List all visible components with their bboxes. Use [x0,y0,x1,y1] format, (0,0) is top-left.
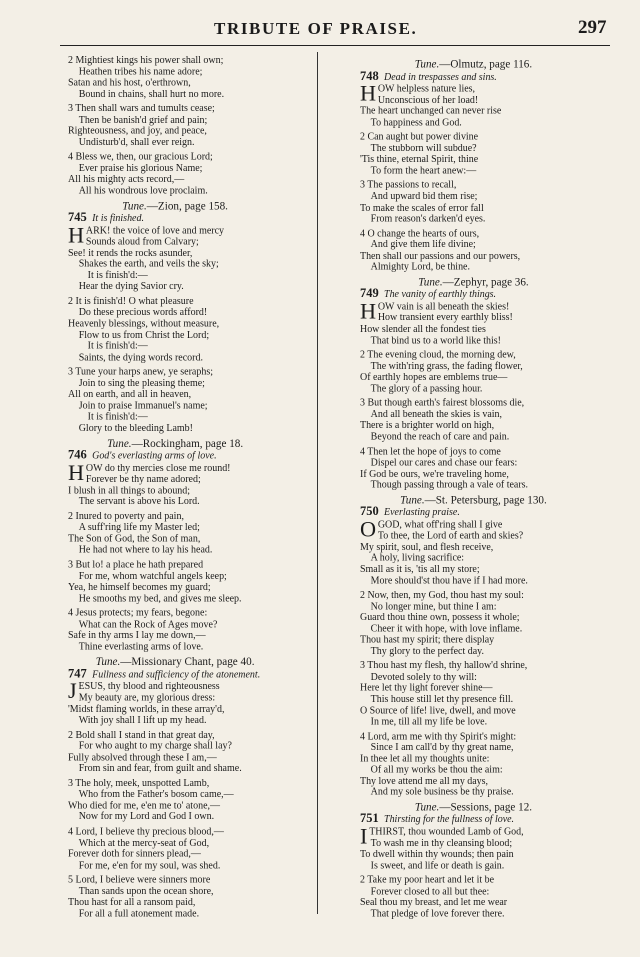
verse-line: OW do thy mercies close me round! [85,462,231,474]
verse-line: From reason's darken'd eyes. [370,213,486,225]
verse-line: Safe in thy arms I lay me down,— [68,630,206,641]
verse-line: To wash me in thy cleansing blood; [370,837,513,849]
verse-line: Forever closed to all but thee: [370,886,490,897]
verse-line: Unconscious of her load! [377,94,479,106]
stanza [68,152,282,197]
verse-line: For all a full atonement made. [78,908,200,920]
verse-line: He smooths my bed, and gives me sleep. [78,592,242,604]
stanza [68,778,282,823]
verse-line: Now for my Lord and God I own. [78,811,215,823]
verse-line: Saints, the dying words record. [78,352,203,363]
hymn [360,802,587,920]
stanza [68,460,282,508]
stanza [360,398,587,443]
stanza [360,875,587,920]
verse-line: In me, till all my life be love. [370,716,488,728]
tune-label: Tune. [107,436,132,450]
verse-line: The with'ring grass, the fading flower, [370,360,523,372]
hymn-heading [68,448,282,463]
verse-line: All his mighty acts record,— [68,174,185,185]
hymn-number: 749 [360,287,379,301]
verse-line: Is sweet, and life or death is gain. [370,860,505,871]
stanza [360,519,587,586]
tune-line [68,438,282,449]
verse-line: My beauty are, my glorious dress: [78,692,216,704]
hymn-title: Everlasting praise. [384,507,460,519]
verse-line: THIRST, thou wounded Lamb of God, [369,826,524,838]
verse-line: 2 Can aught but power divine [360,131,479,143]
verse-line: 3 But lo! a place he hath prepared [68,559,204,571]
stanza [68,367,282,434]
verse-line: That pledge of love forever there. [370,908,505,920]
verse-line: Heathen tribes his name adore; [78,66,203,77]
verse-line: The heart unchanged can never rise [360,105,502,117]
stanza [68,826,282,871]
verse-line: All his wondrous love proclaim. [78,185,208,197]
verse-line: Heavenly blessings, without measure, [68,318,220,330]
stanza [360,228,587,273]
verse-line: The Son of God, the Son of man, [68,533,201,545]
stanza [68,681,282,726]
drop-cap: J [68,679,77,704]
verse-line: Thy glory to the perfect day. [370,645,484,657]
hymn-continuation [68,55,282,197]
verse-line: Devoted solely to thy will: [370,671,477,683]
verse-line: Cheer it with hope, with love inflame. [370,623,523,635]
verse-line: 4 Lord, I believe thy precious blood,— [68,826,224,838]
hymn-title: Dead in trespasses and sins. [384,71,497,83]
verse-line: Then be banish'd grief and pain; [78,114,208,126]
verse-line: Small as it is, 'tis all my store; [360,564,480,575]
verse-line: How transient every earthly bliss! [377,312,513,324]
hymn [360,276,587,490]
tune-name: —Sessions, page 12. [439,800,533,814]
verse-line: Who from the Father's bosom came,— [78,789,234,800]
drop-cap: H [360,81,377,106]
verse-line: ESUS, thy blood and righteousness [78,681,220,692]
verse-line: 3 Tune your harps anew, ye seraphs; [68,366,213,378]
verse-line: 3 The passions to recall, [360,180,457,191]
drop-cap: H [68,460,85,485]
stanza [360,824,587,872]
verse-line: It is finish'd:— [87,270,148,281]
verse-line: To dwell within thy wounds; then pain [360,848,514,860]
verse-line: Dispel our cares and chase our fears: [370,457,518,469]
page-header [0,0,640,48]
verse-line: He had not where to lay his head. [78,544,213,556]
stanza [360,446,587,491]
verse-line: 'Midst flaming worlds, in these array'd, [68,703,225,715]
verse-line: And my sole business be thy praise. [370,786,514,798]
verse-line: Almighty Lord, be thine. [370,261,470,273]
tune-name: —Missionary Chant, page 40. [120,655,255,668]
verse-line: 4 Lord, arm me with thy Spirit's might: [360,731,517,742]
tune-label: Tune. [122,199,147,212]
verse-line: Thou hast my spirit; there display [360,634,495,646]
verse-line: 4 Jesus protects; my fears, begone: [68,607,208,619]
verse-line: Satan and his host, o'erthrown, [68,77,191,89]
verse-line: Righteousness, and joy, and peace, [68,125,207,137]
verse-line: Of all my works be thou the aim: [370,764,503,776]
verse-line: Undisturb'd, shall ever reign. [78,136,195,148]
hymn-heading [360,812,587,827]
verse-line: And give them life divine; [370,239,476,251]
verse-line: For me, e'en for my soul, was shed. [78,859,221,871]
verse-line: ARK! the voice of love and mercy [85,225,225,236]
verse-line: Hear the dying Savior cry. [78,281,184,292]
verse-line: The servant is above his Lord. [78,496,200,507]
hymn-number: 750 [360,505,379,519]
verse-line: How slender all the fondest ties [360,323,486,335]
verse-line: Beyond the reach of care and pain. [370,431,510,443]
tune-name: —Zephyr, page 36. [442,275,529,289]
verse-line: It is finish'd:— [87,340,148,352]
hymn-number: 747 [68,667,87,681]
verse-line: 3 But though earth's fairest blossoms die, [360,397,525,409]
verse-line: For me, whom watchful angels keep; [78,570,227,582]
drop-cap: I [360,824,368,849]
verse-line: Fully absolved through these I am,— [68,752,217,763]
hymn-heading [360,289,587,300]
verse-line: And upward bid them rise; [370,191,478,202]
verse-line: 5 Lord, I believe were sinners more [68,874,211,886]
verse-line: A suff'ring life my Master led; [78,522,200,533]
verse-line: Bound in chains, shall hurt no more. [78,88,225,100]
verse-line: Since I am call'd by thy great name, [370,742,514,753]
hymn [360,59,587,273]
tune-label: Tune. [414,800,440,814]
verse-line: Forever doth for sinners plead,— [68,848,201,860]
hymn-title: The vanity of earthly things. [384,289,497,301]
tune-line [68,656,282,667]
stanza [68,875,282,920]
hymn-heading [68,669,282,680]
hymn-title: Thirsting for the fullness of love. [384,814,515,826]
verse-line: Join to sing the pleasing theme; [78,377,205,389]
verse-line: All on earth, and all in heaven, [68,389,192,400]
verse-line: The glory of a passing hour. [370,383,483,394]
verse-line: It is finish'd:— [87,411,148,423]
hymn-title: Fullness and sufficiency of the atonement. [92,669,261,680]
verse-line: Ever praise his glorious Name; [78,162,203,174]
stanza [68,730,282,775]
verse-line: Here let thy light forever shine— [360,682,493,694]
hymn [68,438,282,653]
verse-line: 2 Now, then, my God, thou hast my soul: [360,589,524,601]
verse-line: My spirit, soul, and flesh receive, [360,541,494,553]
hymn [68,200,282,434]
verse-line: 2 Bold shall I stand in that great day, [68,729,215,741]
stanza [360,350,587,395]
verse-line: 4 Bless we, then, our gracious Lord; [68,151,213,163]
verse-line: If God be ours, we're traveling home, [360,468,509,480]
verse-line: Thy love attend me all my days, [360,775,489,787]
drop-cap: H [68,223,85,248]
stanza [68,511,282,556]
tune-name: —St. Petersburg, page 130. [424,493,547,506]
verse-line: Who died for me, e'en me to' atone,— [68,800,220,812]
stanza [68,225,282,292]
stanza [68,103,282,148]
tune-label: Tune. [400,493,425,506]
hymn [360,494,587,798]
stanza [360,590,587,657]
verse-line: With joy shall I lift up my head. [78,714,207,726]
stanza [68,559,282,604]
stanza [68,55,282,100]
left-column [68,55,282,921]
hymn-number: 751 [360,812,379,827]
verse-line: Shakes the earth, and veils the sky; [78,258,219,270]
stanza [360,301,587,346]
verse-line: 'Tis thine, eternal Spirit, thine [360,154,479,165]
verse-line: To thee, the Lord of earth and skies? [377,530,524,542]
hymn-title: God's everlasting arms of love. [92,450,217,462]
verse-line: Thine everlasting arms of love. [78,641,204,653]
verse-line: A holy, living sacrifice: [370,552,465,564]
verse-line: Glory to the bleeding Lamb! [78,422,194,434]
stanza [360,132,587,177]
verse-line: To happiness and God. [370,117,462,128]
verse-line: Join to praise Immanuel's name; [78,400,208,412]
tune-line [360,494,587,505]
verse-line: Forever be thy name adored; [85,473,201,485]
verse-line: 2 It is finish'd! O what pleasure [68,295,194,307]
tune-label: Tune. [95,655,121,668]
stanza [360,180,587,225]
header-rule [60,45,610,46]
verse-line: Which at the mercy-seat of God, [78,837,210,849]
tune-line [360,276,587,287]
verse-line: 2 Mightiest kings his power shall own; [68,55,224,66]
hymn [68,656,282,919]
verse-line: Do these precious words afford! [78,307,208,318]
stanza [68,608,282,653]
stanza [360,661,587,728]
verse-line: OW vain is all beneath the skies! [377,301,510,313]
verse-line: And all beneath the skies is vain, [370,409,503,420]
verse-line: Yea, he himself becomes my guard; [68,581,211,593]
verse-line: 2 Take my poor heart and let it be [360,874,495,886]
verse-line: To form the heart anew:— [370,165,477,176]
verse-line: Then shall our passions and our powers, [360,250,521,262]
verse-line: More should'st thou have if I had more. [370,575,528,586]
stanza [360,731,587,798]
verse-line: I blush in all things to abound; [68,485,191,496]
verse-line: O Source of life! live, dwell, and move [360,705,516,716]
stanza [360,81,587,129]
hymn-heading [360,507,587,518]
tune-name: —Rockingham, page 18. [131,436,244,450]
verse-line: Flow to us from Christ the Lord; [78,329,210,341]
verse-line: Seal thou my breast, and let me wear [360,897,508,908]
verse-line: That bind us to a world like this! [370,334,501,346]
verse-line: For who aught to my charge shall lay? [78,740,232,752]
verse-line: From sin and fear, from guilt and shame. [78,763,242,774]
verse-line: 3 Thou hast my flesh, thy hallow'd shrine, [360,660,528,672]
tune-line [360,59,587,70]
verse-line: 2 The evening cloud, the morning dew, [360,349,516,361]
tune-line [68,200,282,211]
verse-line: The stubborn will subdue? [370,142,477,154]
verse-line: Thou hast for all a ransom paid, [68,897,196,908]
column-divider [317,52,318,914]
verse-line: 3 The holy, meek, unspotted Lamb, [68,777,210,789]
hymn-heading [68,213,282,224]
hymn-number: 746 [68,448,87,463]
verse-line: 4 Then let the hope of joys to come [360,446,501,457]
verse-line: No longer mine, but thine I am: [370,601,497,612]
drop-cap: O [360,517,377,542]
verse-line: To make the scales of error fall [360,202,484,214]
page-number: 297 [578,17,607,38]
verse-line: Of earthly hopes are emblems true— [360,372,508,383]
verse-line: Sounds aloud from Calvary; [85,236,199,248]
verse-line: 3 Then shall wars and tumults cease; [68,103,215,115]
verse-line: In thee let all my thoughts unite: [360,753,490,765]
stanza [68,296,282,363]
verse-line: 2 Inured to poverty and pain, [68,511,184,522]
verse-line: GOD, what off'ring shall I give [377,519,503,531]
tune-label: Tune. [418,275,443,289]
verse-line: This house still let thy presence fill. [370,694,514,705]
verse-line: 4 O change the hearts of ours, [360,228,480,239]
tune-name: —Olmutz, page 116. [439,57,533,71]
drop-cap: H [360,299,377,324]
tune-name: —Zion, page 158. [146,199,228,212]
running-head: TRIBUTE OF PRAISE. [214,19,418,38]
right-column [360,55,587,921]
verse-line: There is a brighter world on high, [360,420,495,431]
verse-line: Than sands upon the ocean shore, [78,885,214,897]
tune-line [360,802,587,813]
verse-line: See! it rends the rocks asunder, [68,247,193,259]
verse-line: OW helpless nature lies, [377,83,476,95]
hymn-title: It is finished. [92,213,144,224]
tune-label: Tune. [414,57,440,71]
verse-line: Though passing through a vale of tears. [370,479,529,491]
hymn-number: 745 [68,211,87,225]
verse-line: What can the Rock of Ages move? [78,618,218,630]
hymn-number: 748 [360,69,379,84]
hymn-heading [360,69,587,84]
verse-line: Guard thou thine own, possess it whole; [360,612,520,623]
